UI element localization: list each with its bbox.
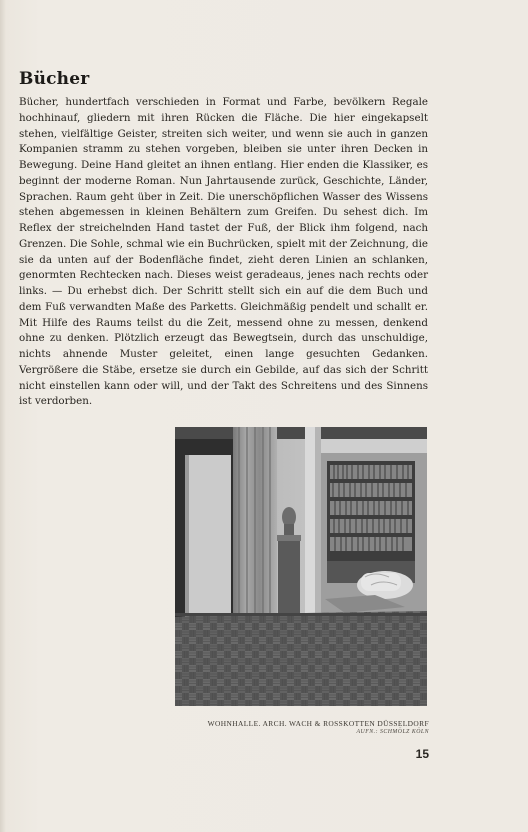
section-heading: Bücher [19,69,90,89]
photo-credit: AUFN.: SCHMÖLZ KÖLN [356,729,429,735]
photo-caption: WOHNHALLE. ARCH. WACH & ROSSKOTTEN DÜSSELDORF [207,719,429,728]
body-paragraph: Bücher, hundertfach verschieden in Format und Farbe, bevölkern Regale hochhinauf, gliedern mit ihren Rücken die Fläche. Die hier eingekapselt stehen, vielfältige Geister, streiten sich weiter, und wenn sie auch in ganzen Kompanien stramm zu stehen vorgeben, bleiben sie unter ihren Decken in Bewegung. Deine Hand gleitet an ihnen entlang. Hier enden die Klassiker, es beginnt der moderne Roman. Nun Jahrtausende zurück, Geschichte, Länder, Sprachen. Raum geht über in Zeit. Die unerschöpflichen Wasser des Wissens stehen abgemessen in kleinen Behältern zum Greifen. Du sehest dich. Im Reflex der streichelnden Hand tastet der Fuß, der Blick ihm folgend, nach Grenzen. Die Sohle, schmal wie ein Buchrücken, spielt mit der Zeichnung, die sie da unten auf der Bodenfläche findet, zieht deren Linien an schlanken, genormten Rechtecken nach. Dieses weist geradeaus, jenes nach rechts oder links. — Du erhebst dich. Der Schritt stellt sich ein auf die dem Buch und dem Fuß verwandten Maße des Parketts. Gleichmäßig pendelt und schallt er. Mit Hilfe des Raums teilst du die Zeit, messend ohne zu messen, denkend ohne zu denken. Plötzlich erzeugt das Bewegtsein, durch das unschuldige, nichts ahnende Muster geleitet, einen lange gesuchten Gedanken. Vergrößere die Stäbe, ersetze sie durch ein Gebilde, auf das sich der Schritt nicht einstellen kann oder will, und der Takt des Schreitens und des Sinnens ist verdorben. [19,96,428,408]
page-number: 15 [415,747,429,761]
interior-photo [175,427,427,706]
